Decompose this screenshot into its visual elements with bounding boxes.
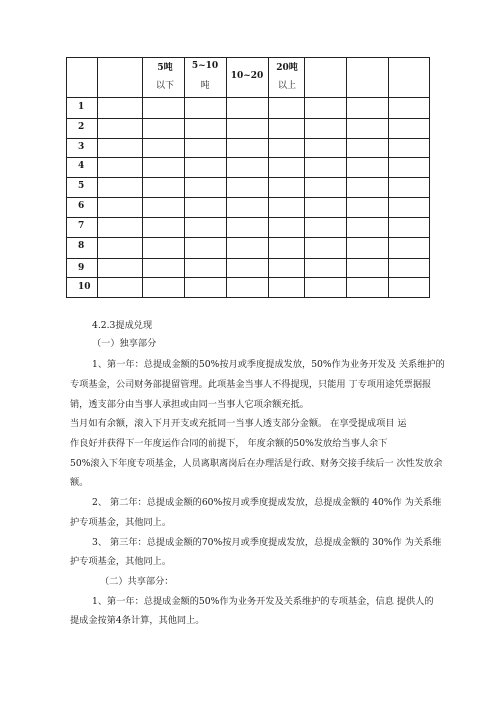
table-row-divider <box>66 258 430 259</box>
commission-table <box>66 57 430 298</box>
row-number: 5 <box>78 181 85 191</box>
table-border-bottom <box>66 297 430 298</box>
row-number: 7 <box>78 221 85 231</box>
paragraph-line: 当月如有余额，滚入下月开支或充抵同一当事人透支部分金额。 在享受提成项目 运 <box>70 418 407 429</box>
header-line1: 5~10 <box>191 61 219 71</box>
row-number: 10 <box>78 282 91 292</box>
header-line1: 5吨 <box>157 63 173 73</box>
table-border-top <box>66 57 430 58</box>
table-row-divider <box>66 157 430 158</box>
header-line1: 20吨 <box>276 63 298 73</box>
header-line1: 10~20 <box>230 71 264 81</box>
paragraph-line: 1、第一年：总提成金额的50%作为业务开发及关系维护的专项基金，信息 提供人的 <box>92 596 434 607</box>
table-row-divider <box>66 197 430 198</box>
paragraph-line: 50%滚入下年度专项基金，人员离职离岗后在办理活是行政、财务交接手续后一 次性发放余 <box>70 458 443 469</box>
paragraph-line: 1、第一年：总提成金额的50%按月或季度提成发放，50%作为业务开发及 关系维护的 <box>92 359 445 370</box>
header-cell <box>185 61 225 92</box>
header-line2: 吨 <box>200 81 210 91</box>
row-number: 3 <box>78 142 85 152</box>
table-row-divider <box>66 138 430 139</box>
paragraph-line: 护专项基金，其他同上。 <box>70 556 172 567</box>
paragraph-line: 作良好并获得下一年度运作合同的前提下， 年度余额的50%发放给当事人余下 <box>70 438 388 449</box>
table-row-divider <box>66 237 430 238</box>
paragraph-line: 2、 第二年：总提成金额的60%按月或季度提成发放，总提成金额的 40%作 为关系维 <box>92 497 442 508</box>
subsection-heading: （一）独享部分 <box>92 338 157 349</box>
paragraph-line: 额。 <box>70 477 89 488</box>
section-title: 4.2.3提成兑现 <box>92 320 153 331</box>
header-cell <box>227 71 267 82</box>
table-row-divider <box>66 277 430 278</box>
paragraph-line: 3、 第三年：总提成金额的70%按月或季度提成发放，总提成金额的 30%作 为关系维 <box>92 537 442 548</box>
row-number: 6 <box>78 201 85 211</box>
row-number: 2 <box>78 122 85 132</box>
paragraph-line: 提成金按第4条计算，其他同上。 <box>70 615 205 626</box>
subsection-heading: （二）共享部分： <box>100 576 174 587</box>
row-number: 1 <box>78 102 85 112</box>
table-row-divider <box>66 177 430 178</box>
header-cell <box>146 63 184 92</box>
row-number: 9 <box>78 263 85 273</box>
row-number: 8 <box>78 241 85 251</box>
paragraph-line: 护专项基金，其他同上。 <box>70 517 172 528</box>
table-row-divider <box>66 97 430 98</box>
header-line2: 以上 <box>277 81 296 91</box>
table-row-divider <box>66 217 430 218</box>
header-line2: 以下 <box>155 81 174 91</box>
row-number: 4 <box>78 161 85 171</box>
paragraph-line: 销，透支部分由当事人承担或由同一当事人它项余额充抵。 <box>70 399 309 410</box>
paragraph-line: 专项基金，公司财务部提留管理。此项基金当事人不得提现，只能用 丁专项用途凭票据报 <box>70 379 432 390</box>
header-cell <box>269 63 305 92</box>
table-row-divider <box>66 118 430 119</box>
